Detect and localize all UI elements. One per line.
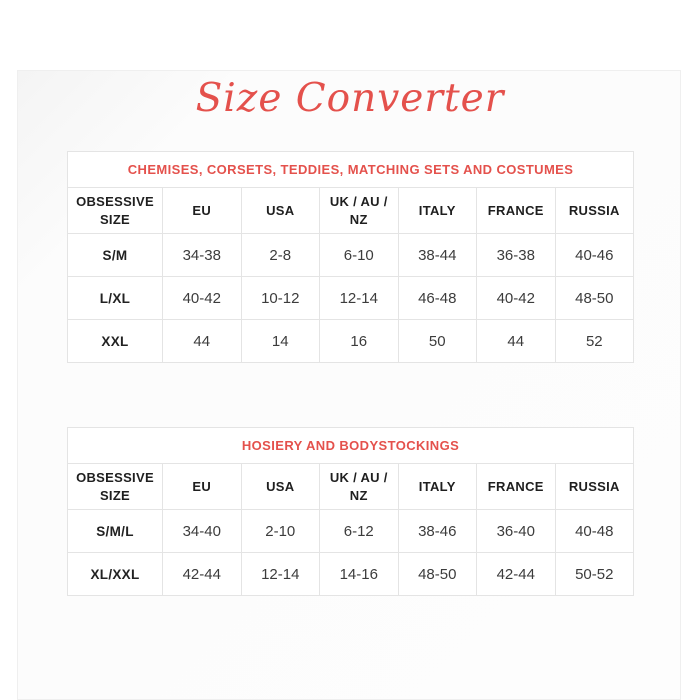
column-header: ITALY [398,188,477,234]
size-value-cell: 34-40 [163,510,242,553]
size-value-cell: 2-8 [241,234,320,277]
size-value-cell: 44 [477,320,556,363]
size-value-cell: 38-44 [398,234,477,277]
size-value-cell: 10-12 [241,277,320,320]
size-value-cell: 50-52 [555,553,634,596]
column-header: USA [241,188,320,234]
table-row [68,234,634,277]
column-header: ITALY [398,464,477,510]
table-row [68,553,634,596]
table-header-row [68,188,634,234]
page-title: Size Converter [195,76,505,121]
column-header: UK / AU / NZ [320,188,399,234]
size-value-cell: 44 [163,320,242,363]
column-header: EU [163,188,242,234]
table-caption: CHEMISES, CORSETS, TEDDIES, MATCHING SETS AND COSTUMES [68,152,634,188]
size-value-cell: 14-16 [320,553,399,596]
column-header: FRANCE [477,464,556,510]
table-caption: HOSIERY AND BODYSTOCKINGS [68,428,634,464]
size-value-cell: 36-38 [477,234,556,277]
size-converter-table-hosiery [67,427,634,596]
column-header: FRANCE [477,188,556,234]
column-header: OBSESSIVE SIZE [68,464,163,510]
size-label-cell: S/M/L [68,510,163,553]
table-row [68,510,634,553]
size-value-cell: 40-42 [477,277,556,320]
size-value-cell: 48-50 [398,553,477,596]
column-header: USA [241,464,320,510]
size-label-cell: XL/XXL [68,553,163,596]
size-value-cell: 12-14 [320,277,399,320]
size-label-cell: XXL [68,320,163,363]
size-value-cell: 52 [555,320,634,363]
size-label-cell: L/XL [68,277,163,320]
table-caption-row [68,428,634,464]
column-header: RUSSIA [555,188,634,234]
size-value-cell: 40-48 [555,510,634,553]
size-value-cell: 14 [241,320,320,363]
size-value-cell: 42-44 [163,553,242,596]
size-label-cell: S/M [68,234,163,277]
size-value-cell: 6-12 [320,510,399,553]
size-value-cell: 16 [320,320,399,363]
column-header: OBSESSIVE SIZE [68,188,163,234]
size-value-cell: 2-10 [241,510,320,553]
size-value-cell: 50 [398,320,477,363]
column-header: EU [163,464,242,510]
size-value-cell: 34-38 [163,234,242,277]
size-value-cell: 12-14 [241,553,320,596]
size-value-cell: 48-50 [555,277,634,320]
table-row [68,320,634,363]
size-value-cell: 38-46 [398,510,477,553]
column-header: UK / AU / NZ [320,464,399,510]
column-header: RUSSIA [555,464,634,510]
size-value-cell: 6-10 [320,234,399,277]
size-value-cell: 40-42 [163,277,242,320]
table-header-row [68,464,634,510]
size-value-cell: 36-40 [477,510,556,553]
size-value-cell: 40-46 [555,234,634,277]
size-converter-table-chemises [67,151,634,363]
size-value-cell: 42-44 [477,553,556,596]
size-value-cell: 46-48 [398,277,477,320]
table-caption-row [68,152,634,188]
table-row [68,277,634,320]
